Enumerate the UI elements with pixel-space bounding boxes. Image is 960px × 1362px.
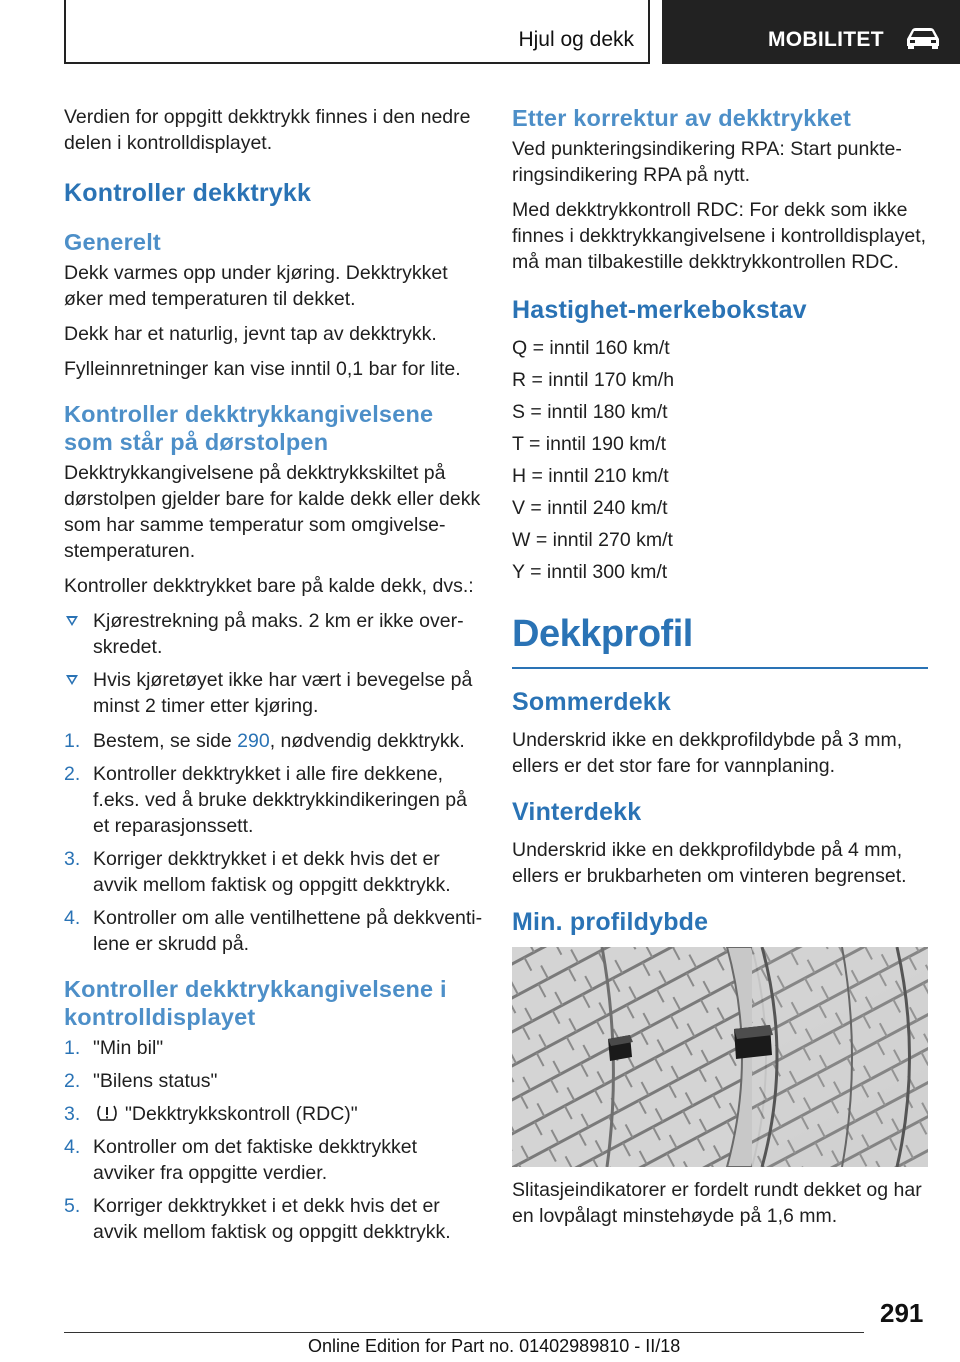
etter-paragraph-1: Ved punkteringsindikering RPA: Start punkteringsindikering RPA på nytt. [512,138,902,186]
list-item [64,761,484,839]
list-item [64,608,484,660]
list-item [64,1134,484,1186]
header-chapter-tab [662,0,960,64]
intro-paragraph: Verdien for oppgitt dekktrykk finnes i den nedre delen i kontrolldisplayet. [64,106,471,154]
heading-etter-korrektur: Etter korrektur av dekktrykket [512,105,852,131]
list-item [64,846,484,898]
list-item [64,728,484,754]
list-item [64,1193,484,1245]
heading-kontrolldisplay: Kontroller dekktrykkangivelsene i kontrolldisplayet [64,976,447,1030]
vinter-paragraph: Underskrid ikke en dekkprofildybde på 4 mm, ellers er brukbarheten om vinteren begrenset. [512,839,907,887]
list-item [64,1035,484,1061]
header-section-title: Hjul og dekk [518,28,634,51]
step-text: Kontroller dekktrykket i alle fire dekkene, f.eks. ved å bruke dekktrykkindikeringen på et reparasjonssett. [93,763,467,837]
step-number: 3. [64,848,81,870]
heading-hastighet: Hastighet-merkebokstav [512,296,807,324]
heading-dekkprofil: Dekkprofil [512,613,693,655]
speed-rating: R = inntil 170 km/h [512,369,675,391]
speed-rating: T = inntil 190 km/t [512,433,667,455]
step-number: 2. [64,763,81,785]
step-number: 1. [64,1037,81,1059]
header-section-tab [64,0,650,64]
left-column [64,104,484,1254]
conditions-list [64,608,484,719]
photo-caption: Slitasjeindikatorer er fordelt rundt dekket og har en lovpålagt minstehøyde på 1,6 mm. [512,1179,922,1227]
step-text: Korriger dekktrykket i et dekk hvis det er avvik mellom faktisk og oppgitt dekktrykk. [93,848,451,896]
speed-rating: S = inntil 180 km/t [512,401,668,423]
speed-rating: H = inntil 210 km/t [512,465,669,487]
dorstolpen-paragraph-1: Dekktrykkangivelsene på dekktrykkskiltet på dørstolpen gjelder bare for kalde dekk eller dekk som har samme temperatur som omgivelsestemperaturen. [64,462,481,562]
triangle-bullet-icon [66,616,78,626]
tire-pressure-warning-icon [95,1103,119,1123]
heading-dorstolpen: Kontroller dekktrykkangivelsene som står på dørstolpen [64,401,434,455]
heading-generelt: Generelt [64,229,161,255]
heading-vinterdekk: Vinterdekk [512,798,642,826]
sommer-paragraph: Underskrid ikke en dekkprofildybde på 3 mm, ellers er det stor fare for vannplaning. [512,729,903,777]
step-text-a: Bestem, se side [93,730,238,752]
steps-list-pillar [64,728,484,957]
heading-rule [512,667,928,669]
etter-paragraph-2: Med dekktrykkontroll RDC: For dekk som ikke finnes i dekktrykkangivelsene i kontrolldisplayet, må man tilbakestille dekktrykkontrollen RDC. [512,199,927,273]
step-text: "Min bil" [93,1037,164,1059]
heading-kontroller-dekktrykk: Kontroller dekktrykk [64,179,312,207]
step-number: 4. [64,1136,81,1158]
step-text: Kontroller om alle ventilhettene på dekkventilene er skrudd på. [93,907,483,955]
step-number: 4. [64,907,81,929]
heading-sommerdekk: Sommerdekk [512,688,672,716]
step-number: 5. [64,1195,81,1217]
footer-rule [64,1332,864,1333]
speed-rating: Q = inntil 160 km/t [512,337,670,359]
list-item [64,905,484,957]
step-text-b: , nødvendig dekktrykk. [269,730,465,752]
speed-rating: W = inntil 270 km/t [512,529,673,551]
triangle-bullet-icon [66,675,78,685]
step-number: 2. [64,1070,81,1092]
step-number: 3. [64,1103,81,1125]
page-number: 291 [880,1298,924,1328]
list-item [64,667,484,719]
list-item-text: Kjørestrekning på maks. 2 km er ikke overskredet. [93,610,464,658]
step-number: 1. [64,730,81,752]
step-text: Kontroller om det faktiske dekktrykket avviker fra oppgitte verdier. [93,1136,418,1184]
generelt-paragraph-1: Dekk varmes opp under kjøring. Dekktrykket øker med temperaturen til dekket. [64,262,448,310]
footer-edition: Online Edition for Part no. 01402989810 - II/18 [308,1336,681,1356]
generelt-paragraph-2: Dekk har et naturlig, jevnt tap av dekktrykk. [64,323,437,345]
step-text: "Dekktrykkskontroll (RDC)" [125,1103,358,1125]
header-chapter-title: MOBILITET [768,28,884,51]
dorstolpen-paragraph-2: Kontroller dekktrykket bare på kalde dekk, dvs.: [64,575,474,597]
tire-tread-photo [512,947,928,1167]
heading-min-profildybde: Min. profildybde [512,908,709,936]
generelt-paragraph-3: Fylleinnretninger kan vise inntil 0,1 bar for lite. [64,358,461,380]
speed-rating-list [512,335,928,585]
car-icon [904,26,942,50]
list-item-text: Hvis kjøretøyet ikke har vært i bevegelse på minst 2 timer etter kjøring. [93,669,473,717]
speed-rating: Y = inntil 300 km/t [512,561,668,583]
page-link-290[interactable]: 290 [237,730,270,752]
steps-list-display [64,1035,484,1245]
step-text: Korriger dekktrykket i et dekk hvis det er avvik mellom faktisk og oppgitt dekktrykk. [93,1195,451,1243]
list-item [64,1068,484,1094]
right-column [512,104,928,1238]
speed-rating: V = inntil 240 km/t [512,497,668,519]
list-item [64,1101,484,1127]
step-text: "Bilens status" [93,1070,218,1092]
